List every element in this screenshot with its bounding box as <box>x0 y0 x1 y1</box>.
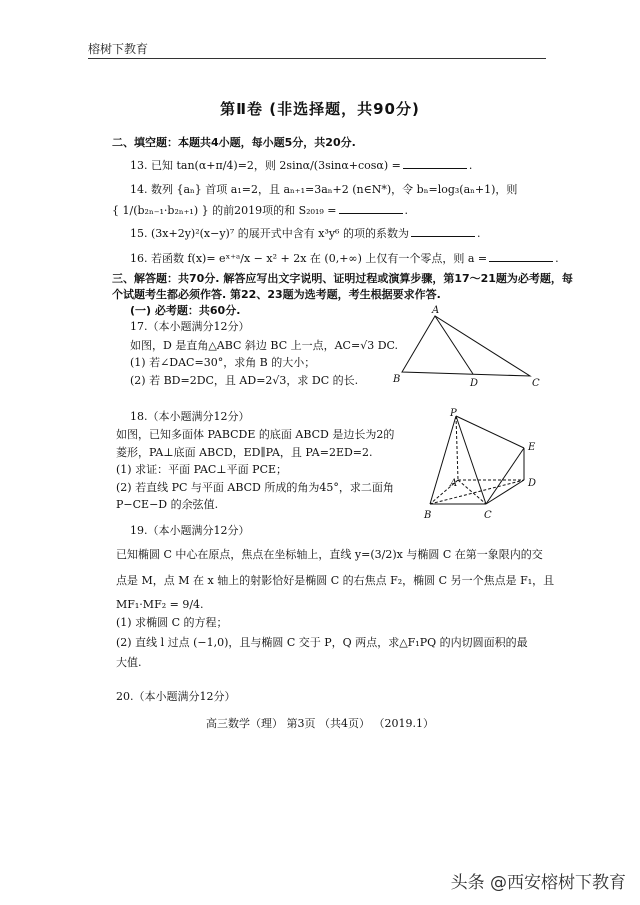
watermark: 头条 @西安榕树下教育 <box>450 873 626 893</box>
question-16: 16. 若函数 f(x)= eˣ⁺ᵃ/x − x² + 2x 在 (0,+∞) 上仅有一个零点，则 a = . <box>130 252 559 265</box>
header-divider <box>88 58 546 59</box>
polyhedron-pabcde-figure <box>418 408 548 528</box>
triangle-abc-figure <box>390 304 550 390</box>
question-13: 13. 已知 tan(α+π/4)=2，则 2sinα/(3sinα+cosα) = . <box>130 159 473 172</box>
label-d: D <box>470 378 479 389</box>
question-17-part2: (2) 若 BD=2DC，且 AD=2√3，求 DC 的长. <box>130 374 359 387</box>
question-15: 15. (3x+2y)²(x−y)⁷ 的展开式中含有 x³y⁶ 的项的系数为 . <box>130 227 481 240</box>
question-17-part1: (1) 若∠DAC=30°，求角 B 的大小； <box>130 356 316 369</box>
question-19-text2: 点是 M，点 M 在 x 轴上的射影恰好是椭圆 C 的右焦点 F₂，椭圆 C 另一个焦点是 F₁，且 <box>116 574 555 587</box>
question-19-part2a: (2) 直线 l 过点 (−1,0)，且与椭圆 C 交于 P，Q 两点，求△F₁PQ 的内切圆面积的最 <box>116 636 528 649</box>
label-a: A <box>432 305 440 316</box>
label-b: B <box>424 510 432 521</box>
question-18-text2: 菱形，PA⊥底面 ABCD，ED∥PA，且 PA=2ED=2. <box>116 446 373 459</box>
label-d: D <box>528 478 537 489</box>
label-e: E <box>528 442 536 453</box>
label-a: A <box>450 478 458 489</box>
question-18-part2a: (2) 若直线 PC 与平面 ABCD 所成的角为45°，求二面角 <box>116 481 394 494</box>
solution-heading-line2: 个试题考生都必须作答. 第22、23题为选考题，考生根据要求作答. <box>112 288 441 301</box>
label-c: C <box>532 378 540 389</box>
question-17-title: 17.（本小题满分12分） <box>130 320 250 333</box>
question-19-text3: MF₁·MF₂ = 9/4. <box>116 598 204 611</box>
required-questions-note: (一) 必考题：共60分. <box>130 304 241 317</box>
question-19-text1: 已知椭圆 C 中心在原点，焦点在坐标轴上，直线 y=(3/2)x 与椭圆 C 在第一象限内的交 <box>116 548 543 561</box>
question-19-title: 19.（本小题满分12分） <box>130 524 250 537</box>
question-14-line1: 14. 数列 {aₙ} 首项 a₁=2，且 aₙ₊₁=3aₙ+2 (n∈N*)，令 bₙ=log₃(aₙ+1)，则 <box>130 183 518 196</box>
label-c: C <box>484 510 492 521</box>
page-footer: 高三数学（理） 第3页 （共4页） （2019.1） <box>206 717 434 730</box>
answer-blank-15[interactable] <box>411 226 475 237</box>
question-14-line2: { 1/(b₂ₙ₋₁·b₂ₙ₊₁) } 的前2019项的和 S₂₀₁₉ = . <box>112 204 409 217</box>
question-18-title: 18.（本小题满分12分） <box>130 410 250 423</box>
section-title: 第Ⅱ卷 (非选择题，共90分) <box>220 100 420 118</box>
label-p: P <box>450 408 457 419</box>
question-18-part2b: P−CE−D 的余弦值. <box>116 498 219 511</box>
solution-heading-line1: 三、解答题：共70分. 解答应写出文字说明、证明过程或演算步骤，第17～21题为必考题，每 <box>112 272 573 285</box>
question-19-part2b: 大值. <box>116 656 142 669</box>
answer-blank-16[interactable] <box>489 251 553 262</box>
question-18-part1: (1) 求证：平面 PAC⊥平面 PCE； <box>116 463 288 476</box>
fill-in-heading: 二、填空题：本题共4小题，每小题5分，共20分. <box>112 136 356 149</box>
question-18-text1: 如图，已知多面体 PABCDE 的底面 ABCD 是边长为2的 <box>116 428 395 441</box>
answer-blank-14[interactable] <box>339 203 403 214</box>
question-20-title: 20.（本小题满分12分） <box>116 690 236 703</box>
header-brand: 榕树下教育 <box>88 42 149 56</box>
question-19-part1: (1) 求椭圆 C 的方程； <box>116 616 228 629</box>
label-b: B <box>393 374 401 385</box>
answer-blank-13[interactable] <box>403 158 467 169</box>
question-17-text: 如图，D 是直角△ABC 斜边 BC 上一点，AC=√3 DC. <box>130 339 399 352</box>
